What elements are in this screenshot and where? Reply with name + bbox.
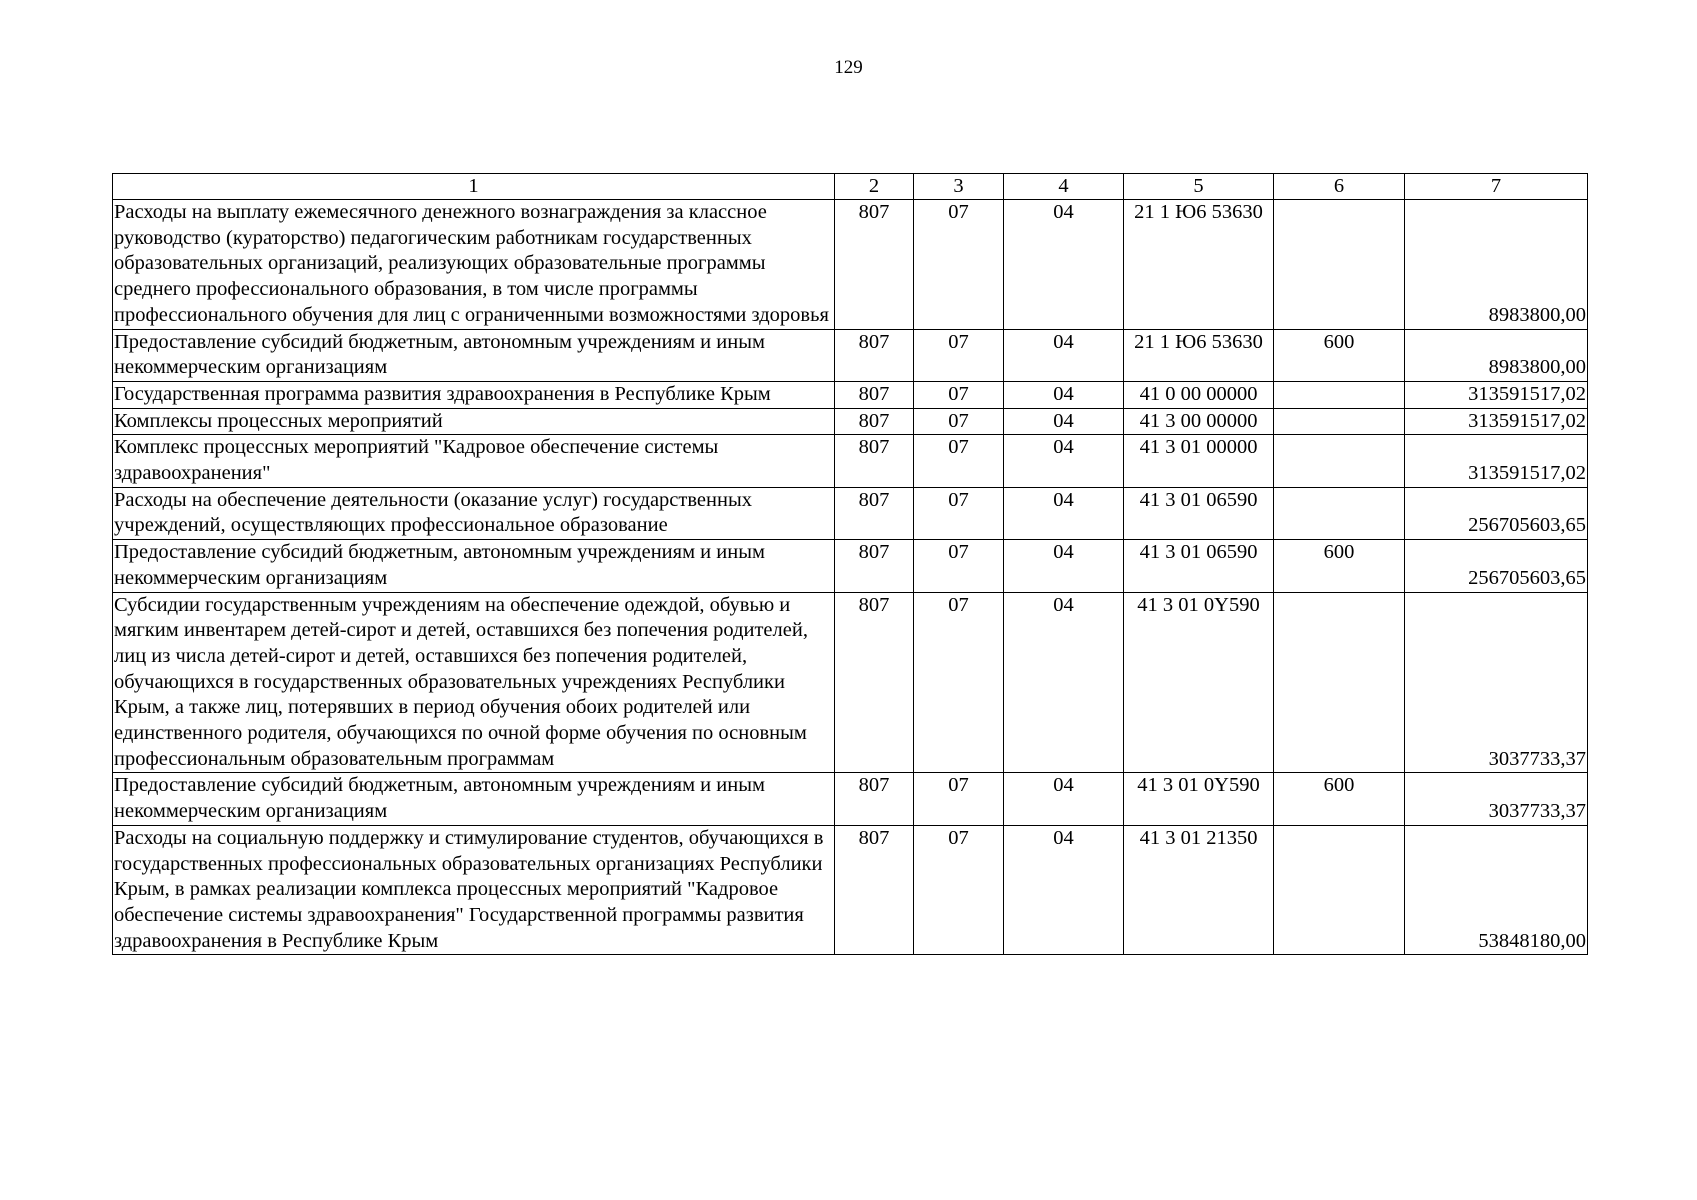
table-row	[113, 487, 1588, 539]
column-header: 3	[914, 174, 1004, 200]
amount-cell: 313591517,02	[1405, 408, 1588, 435]
expense-name-cell: Комплексы процессных мероприятий	[113, 408, 835, 435]
expense-name-cell: Предоставление субсидий бюджетным, автономным учреждениям и иным некоммерческим организациям	[113, 773, 835, 825]
department-code-cell: 807	[835, 435, 914, 487]
department-code-cell: 807	[835, 381, 914, 408]
column-header: 6	[1274, 174, 1405, 200]
department-code-cell: 807	[835, 592, 914, 773]
subsection-code-cell: 04	[1004, 540, 1124, 592]
expense-type-cell	[1274, 487, 1405, 539]
target-article-cell: 41 3 01 21350	[1124, 825, 1274, 955]
expense-type-cell: 600	[1274, 329, 1405, 381]
table-header-row	[113, 174, 1588, 200]
target-article-cell: 41 3 01 06590	[1124, 487, 1274, 539]
target-article-cell: 41 3 01 06590	[1124, 540, 1274, 592]
column-header: 7	[1405, 174, 1588, 200]
column-header: 4	[1004, 174, 1124, 200]
target-article-cell: 41 0 00 00000	[1124, 381, 1274, 408]
amount-cell: 313591517,02	[1405, 381, 1588, 408]
section-code-cell: 07	[914, 825, 1004, 955]
expense-type-cell: 600	[1274, 773, 1405, 825]
expense-name-cell: Предоставление субсидий бюджетным, автономным учреждениям и иным некоммерческим организациям	[113, 540, 835, 592]
column-header: 1	[113, 174, 835, 200]
subsection-code-cell: 04	[1004, 773, 1124, 825]
amount-cell: 53848180,00	[1405, 825, 1588, 955]
expense-name-cell: Комплекс процессных мероприятий "Кадровое обеспечение системы здравоохранения"	[113, 435, 835, 487]
target-article-cell: 21 1 Ю6 53630	[1124, 200, 1274, 330]
table-row	[113, 435, 1588, 487]
expense-type-cell	[1274, 200, 1405, 330]
department-code-cell: 807	[835, 408, 914, 435]
section-code-cell: 07	[914, 540, 1004, 592]
section-code-cell: 07	[914, 200, 1004, 330]
subsection-code-cell: 04	[1004, 592, 1124, 773]
expense-name-cell: Предоставление субсидий бюджетным, автономным учреждениям и иным некоммерческим организациям	[113, 329, 835, 381]
section-code-cell: 07	[914, 592, 1004, 773]
amount-cell: 3037733,37	[1405, 592, 1588, 773]
target-article-cell: 41 3 01 0Y590	[1124, 592, 1274, 773]
table-row	[113, 825, 1588, 955]
target-article-cell: 41 3 01 00000	[1124, 435, 1274, 487]
target-article-cell: 21 1 Ю6 53630	[1124, 329, 1274, 381]
table-row	[113, 381, 1588, 408]
amount-cell: 256705603,65	[1405, 487, 1588, 539]
amount-cell: 8983800,00	[1405, 329, 1588, 381]
section-code-cell: 07	[914, 487, 1004, 539]
section-code-cell: 07	[914, 408, 1004, 435]
department-code-cell: 807	[835, 487, 914, 539]
budget-table	[112, 173, 1588, 955]
expense-name-cell: Расходы на социальную поддержку и стимулирование студентов, обучающихся в государственных профессиональных образовательных организациях Республики Крым, в рамках реализации комплекса процессных мероприятий "Кадровое обеспечение системы здравоохранения" Государственной программы развития здравоохранения в Республике Крым	[113, 825, 835, 955]
expense-name-cell: Субсидии государственным учреждениям на обеспечение одеждой, обувью и мягким инвентарем детей-сирот и детей, оставшихся без попечения родителей, лиц из числа детей-сирот и детей, оставшихся без попечения родителей, обучающихся в государственных образовательных учреждениях Республики Крым, а также лиц, потерявших в период обучения обоих родителей или единственного родителя, обучающихся по очной форме обучения по основным профессиональным образовательным программам	[113, 592, 835, 773]
amount-cell: 256705603,65	[1405, 540, 1588, 592]
table-row	[113, 329, 1588, 381]
expense-name-cell: Государственная программа развития здравоохранения в Республике Крым	[113, 381, 835, 408]
section-code-cell: 07	[914, 773, 1004, 825]
department-code-cell: 807	[835, 825, 914, 955]
expense-type-cell	[1274, 435, 1405, 487]
amount-cell: 313591517,02	[1405, 435, 1588, 487]
section-code-cell: 07	[914, 381, 1004, 408]
subsection-code-cell: 04	[1004, 200, 1124, 330]
table-row	[113, 408, 1588, 435]
amount-cell: 3037733,37	[1405, 773, 1588, 825]
expense-type-cell	[1274, 381, 1405, 408]
section-code-cell: 07	[914, 435, 1004, 487]
department-code-cell: 807	[835, 540, 914, 592]
target-article-cell: 41 3 01 0Y590	[1124, 773, 1274, 825]
table-row	[113, 773, 1588, 825]
target-article-cell: 41 3 00 00000	[1124, 408, 1274, 435]
table-row	[113, 540, 1588, 592]
expense-type-cell	[1274, 825, 1405, 955]
column-header: 5	[1124, 174, 1274, 200]
subsection-code-cell: 04	[1004, 329, 1124, 381]
subsection-code-cell: 04	[1004, 381, 1124, 408]
section-code-cell: 07	[914, 329, 1004, 381]
amount-cell: 8983800,00	[1405, 200, 1588, 330]
expense-name-cell: Расходы на обеспечение деятельности (оказание услуг) государственных учреждений, осуществляющих профессиональное образование	[113, 487, 835, 539]
subsection-code-cell: 04	[1004, 435, 1124, 487]
department-code-cell: 807	[835, 329, 914, 381]
expense-type-cell: 600	[1274, 540, 1405, 592]
table-row	[113, 592, 1588, 773]
expense-type-cell	[1274, 408, 1405, 435]
subsection-code-cell: 04	[1004, 825, 1124, 955]
column-header: 2	[835, 174, 914, 200]
subsection-code-cell: 04	[1004, 487, 1124, 539]
department-code-cell: 807	[835, 200, 914, 330]
page-number: 129	[834, 57, 863, 78]
expense-type-cell	[1274, 592, 1405, 773]
expense-name-cell: Расходы на выплату ежемесячного денежного вознаграждения за классное руководство (кураторство) педагогическим работникам государственных образовательных организаций, реализующих образовательные программы среднего профессионального образования, в том числе программы профессионального обучения для лиц с ограниченными возможностями здоровья	[113, 200, 835, 330]
department-code-cell: 807	[835, 773, 914, 825]
table-row	[113, 200, 1588, 330]
subsection-code-cell: 04	[1004, 408, 1124, 435]
